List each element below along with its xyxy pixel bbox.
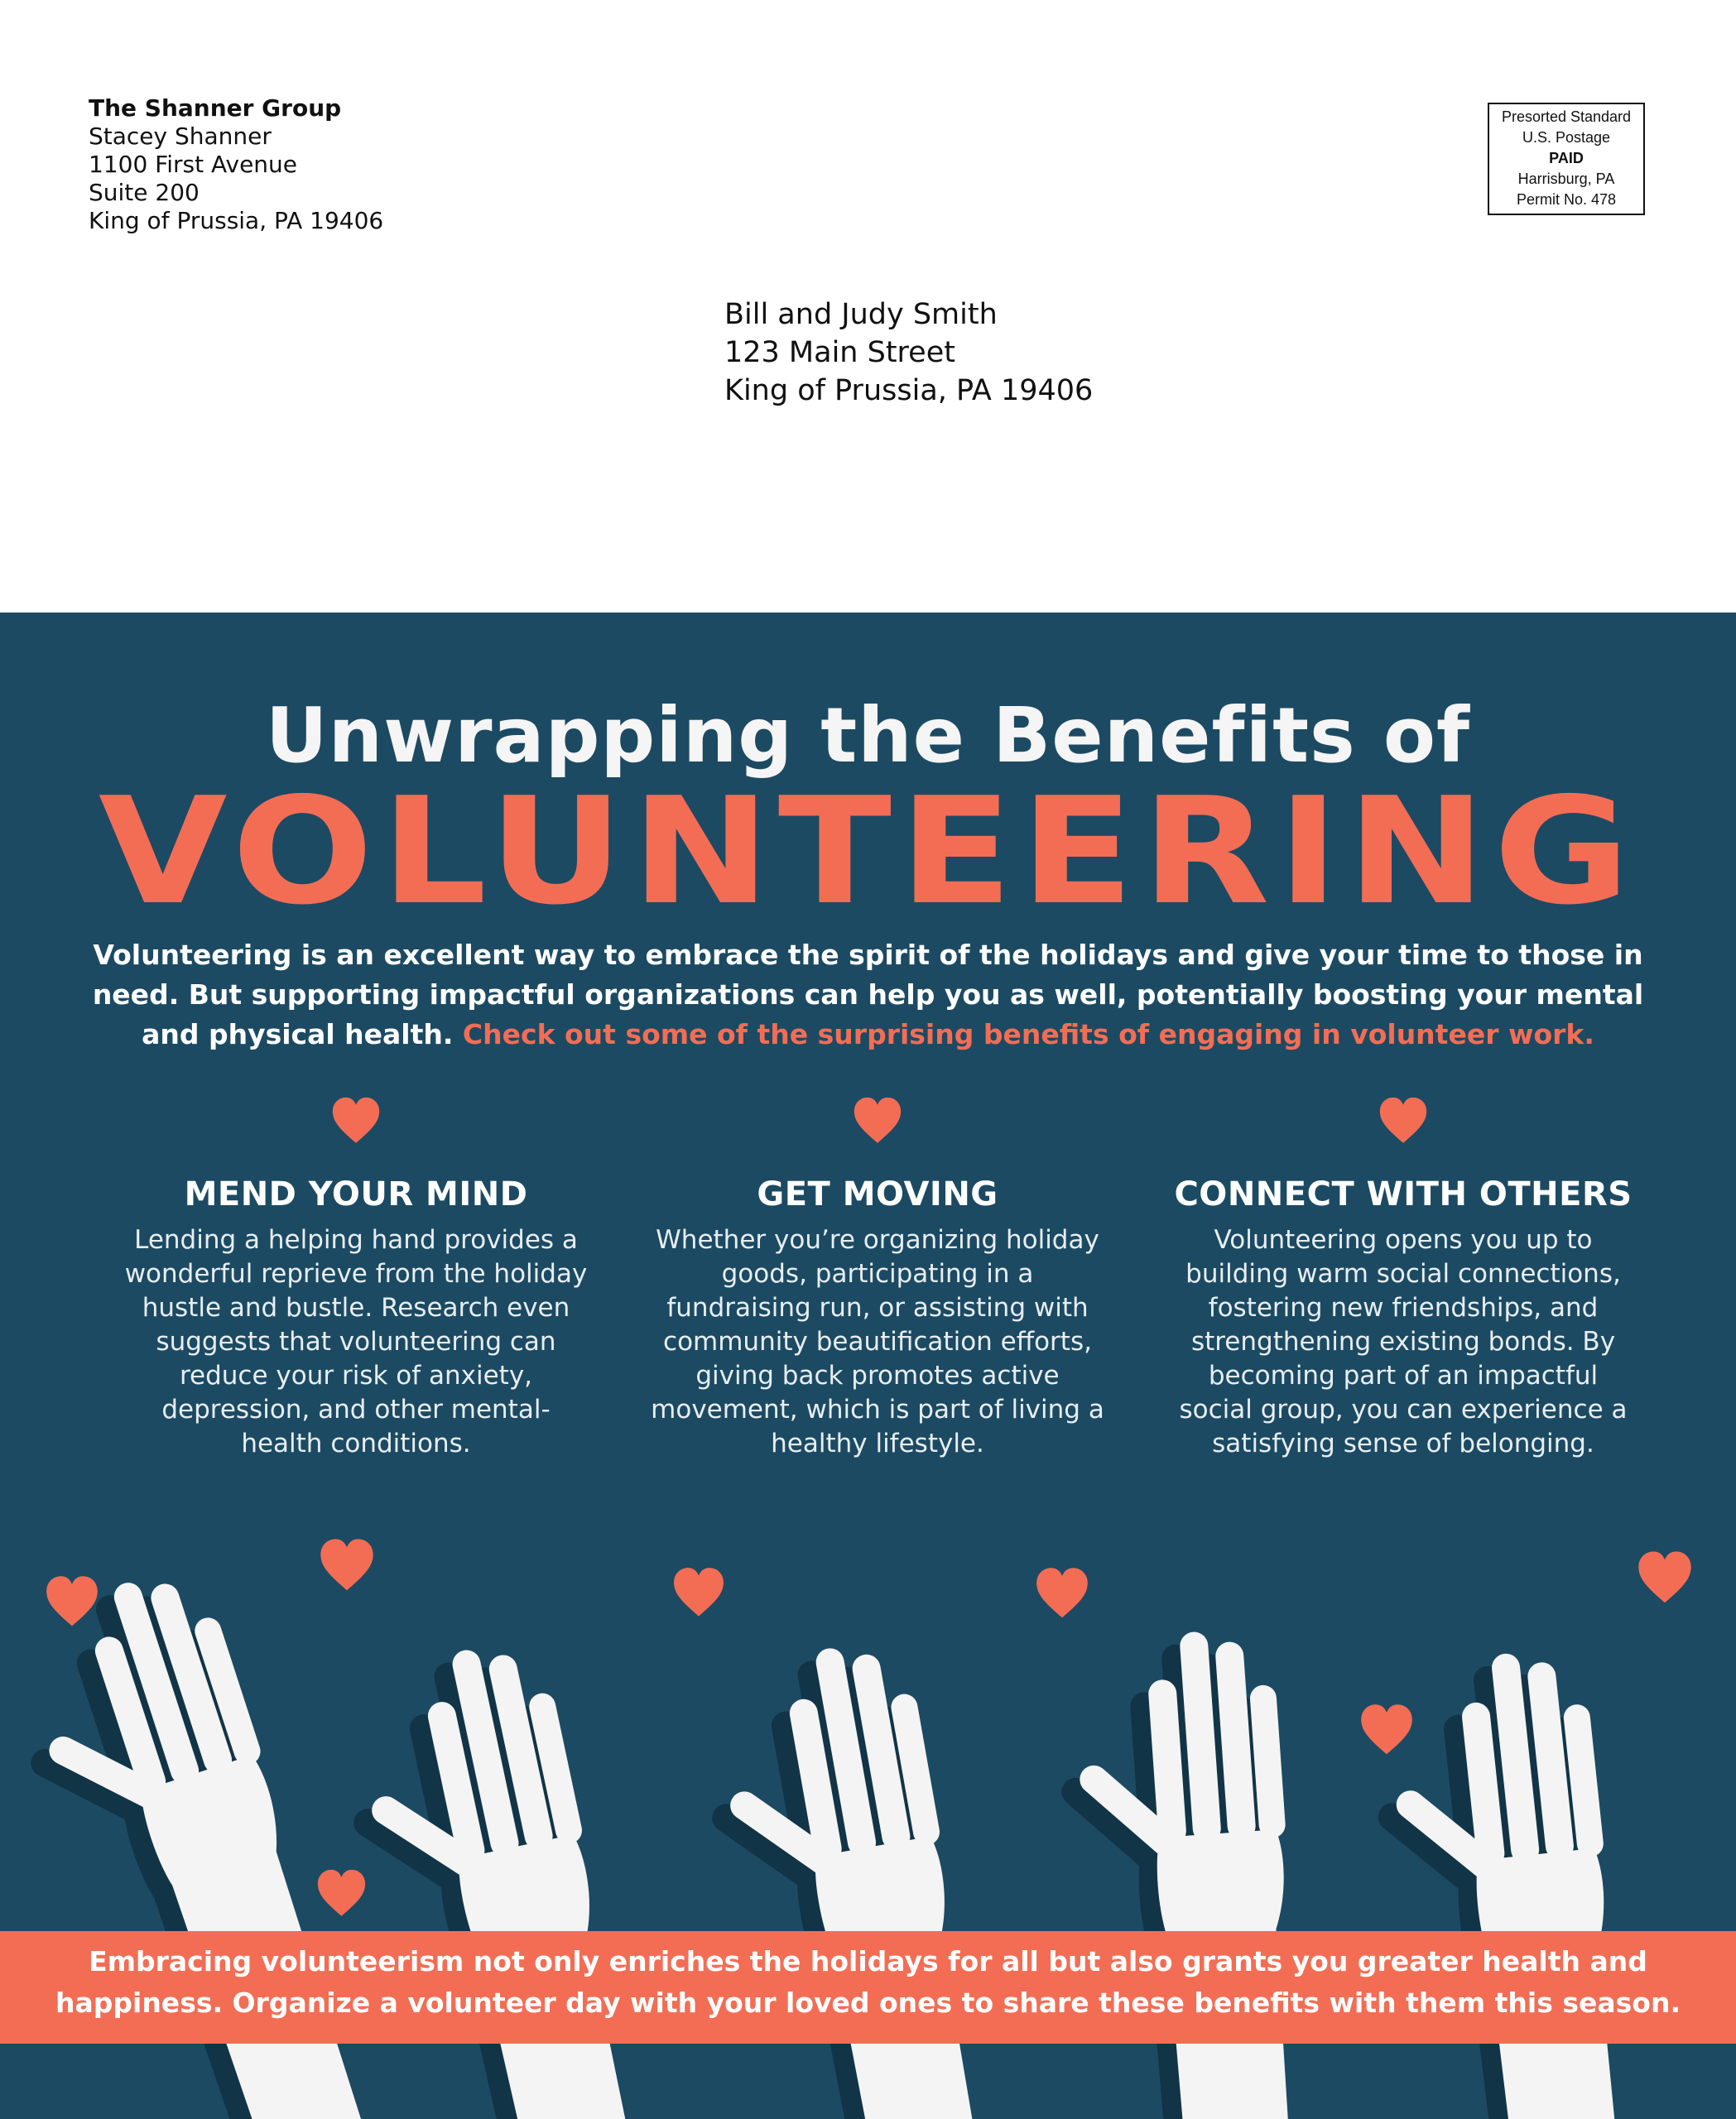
benefit-column-connect — [1171, 1093, 1635, 1461]
benefit-title: GET MOVING — [757, 1175, 998, 1213]
intro-paragraph — [91, 935, 1645, 1055]
heart-icon — [851, 1093, 904, 1149]
postage-paid: PAID — [1549, 150, 1584, 166]
heart-icon — [329, 1093, 382, 1149]
hand-2 — [319, 1634, 696, 2119]
heart-icon — [46, 1576, 98, 1626]
intro-accent-text: Check out some of the surprising benefits of engaging in volunteer work. — [462, 1018, 1594, 1050]
benefit-body: Whether you’re organizing holiday goods, participating in a fundraising run, or assisting with community beautification efforts, giving back promotes active movement, which is part of living a healthy lifestyle. — [651, 1225, 1104, 1458]
closing-banner-text: Embracing volunteerism not only enriches the holidays for all but also grants you greater health and happiness. Organize a volunteer day with your loved ones to share these benefits with them this season. — [55, 1945, 1681, 2019]
heart-icon — [320, 1539, 373, 1590]
benefit-column-mind — [124, 1093, 588, 1461]
benefit-body: Volunteering opens you up to building warm social connections, fostering new friendships, and strengthening existing bonds. By becoming part of an impactful social group, you can experience a satisfying sense of belonging. — [1179, 1225, 1628, 1458]
heart-icon — [1638, 1551, 1690, 1602]
recipient-name: Bill and Judy Smith — [724, 298, 998, 331]
benefit-body: Lending a helping hand provides a wonderful reprieve from the holiday hustle and bustle. Research even suggests that volunteering can reduce your risk of anxiety, depression, and other mental-health conditions. — [124, 1225, 588, 1458]
heart-icon — [1361, 1704, 1412, 1754]
headline-big-word: VOLUNTEERING — [98, 766, 1638, 937]
postage-line-1: Presorted Standard — [1501, 108, 1632, 125]
sender-name: Stacey Shanner — [89, 123, 272, 150]
benefit-title: MEND YOUR MIND — [184, 1175, 528, 1213]
recipient-address — [724, 296, 1093, 410]
sender-org: The Shanner Group — [89, 94, 342, 122]
benefit-title: CONNECT WITH OTHERS — [1174, 1175, 1633, 1213]
sender-suite: Suite 200 — [89, 179, 200, 206]
heart-icon — [318, 1870, 365, 1916]
postage-permit: Permit No. 478 — [1516, 191, 1617, 208]
recipient-street: 123 Main Street — [724, 336, 955, 369]
hand-3 — [682, 1635, 1035, 2119]
recipient-city: King of Prussia, PA 19406 — [724, 374, 1094, 407]
heart-icon — [674, 1568, 724, 1616]
mailing-panel — [0, 0, 1736, 613]
intro-text: Volunteering is an excellent way to embrace the spirit of the holidays and give your time to those in need. But supporting impactful organizations can help you as well, potentially boosting your mental and physical health. — [92, 939, 1644, 1050]
postage-line-4: Harrisburg, PA — [1517, 171, 1615, 187]
heart-icon — [1036, 1568, 1088, 1617]
hand-4 — [1046, 1626, 1325, 2119]
postage-indicia — [1488, 103, 1645, 215]
benefit-column-moving — [646, 1093, 1109, 1461]
sender-street: 1100 First Avenue — [89, 151, 298, 178]
heart-icon — [1377, 1093, 1430, 1149]
flyer-panel — [0, 613, 1736, 2119]
sender-city: King of Prussia, PA 19406 — [89, 207, 384, 234]
postage-line-2: U.S. Postage — [1522, 129, 1611, 146]
headline: Unwrapping the Benefits of — [265, 691, 1471, 780]
return-address — [89, 94, 383, 235]
